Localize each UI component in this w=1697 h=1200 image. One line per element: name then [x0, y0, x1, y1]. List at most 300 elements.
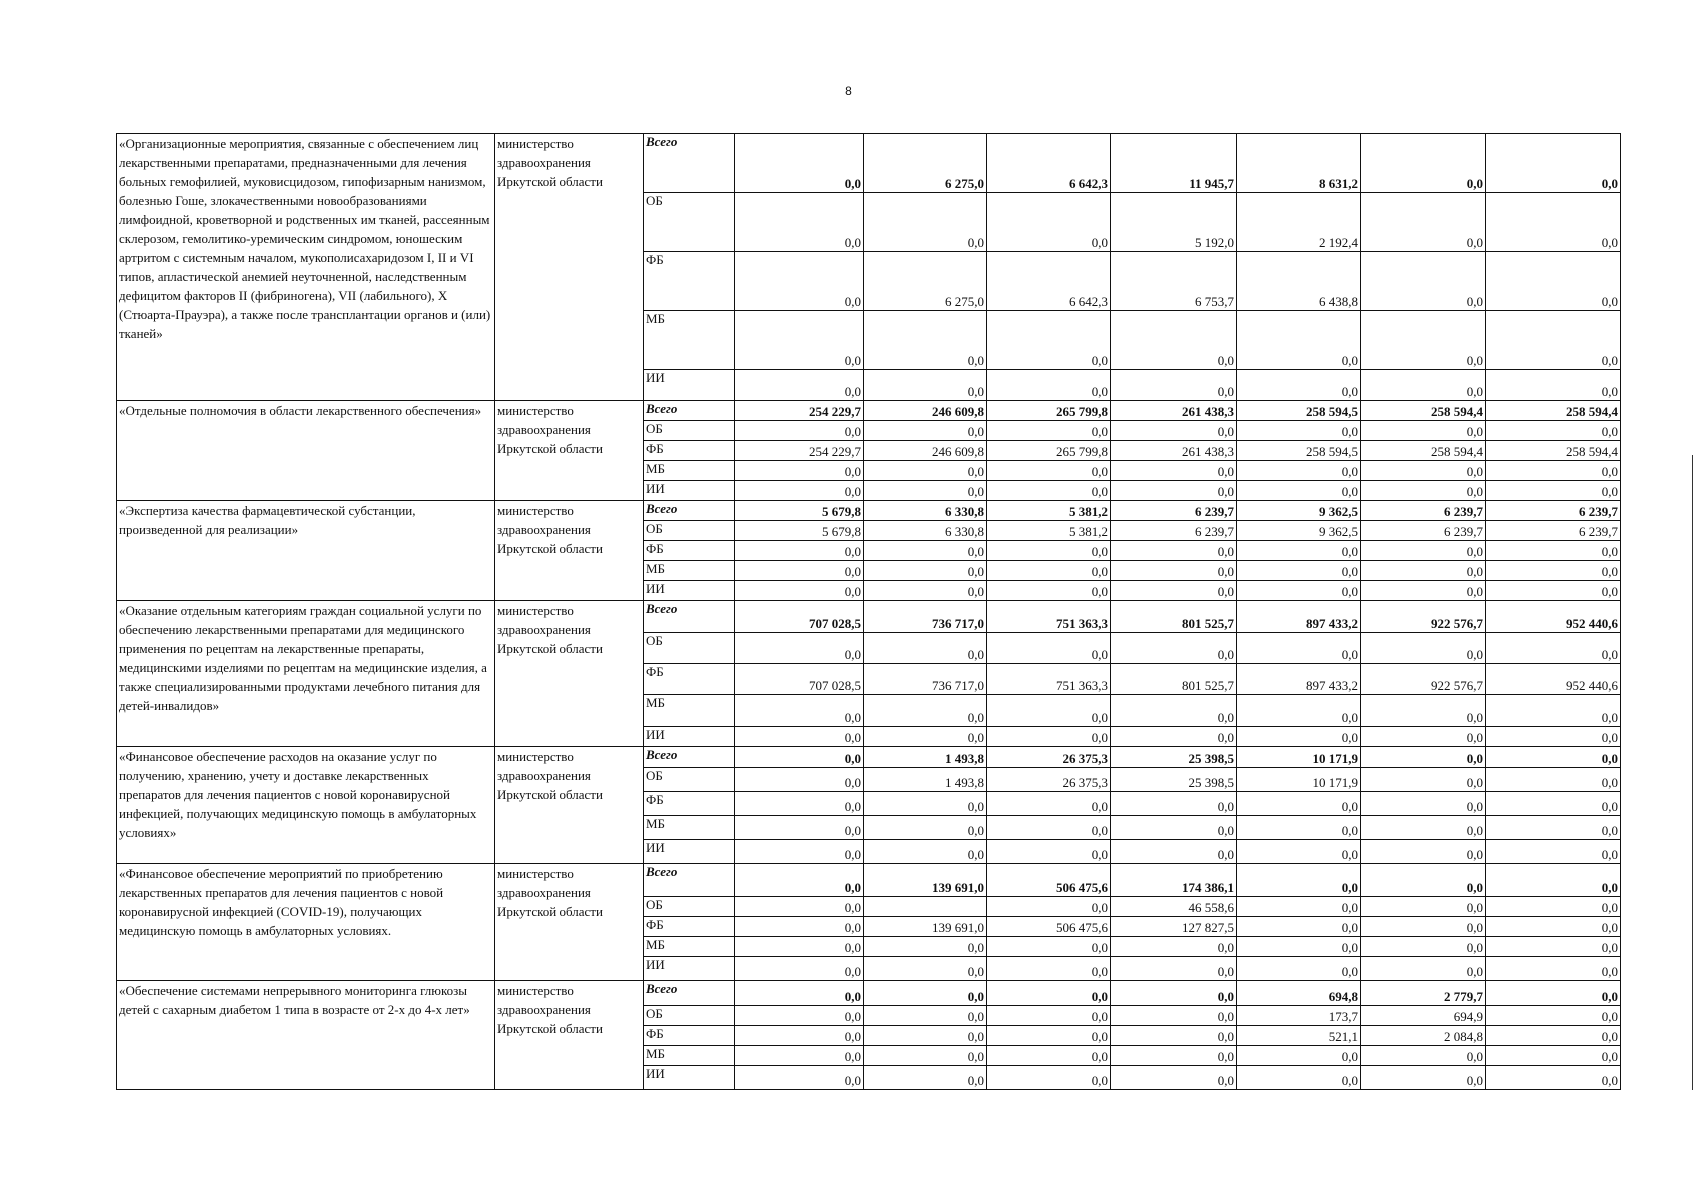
amount-cell: 0,0: [1111, 937, 1237, 957]
amount-cell: 26 375,3: [987, 747, 1111, 768]
amount-cell: 0,0: [987, 897, 1111, 917]
funding-source: ОБ: [644, 421, 735, 441]
amount-cell: 0,0: [1111, 1006, 1237, 1026]
amount-cell: 0,0: [1237, 816, 1361, 840]
funding-source: ФБ: [644, 252, 735, 311]
amount-cell: 6 239,7: [1111, 501, 1237, 521]
amount-cell: 0,0: [735, 561, 864, 581]
amount-cell: 0,0: [1111, 541, 1237, 561]
amount-cell: 0,0: [1361, 461, 1486, 481]
amount-cell: 0,0: [1111, 792, 1237, 816]
amount-cell: 0,0: [1486, 768, 1621, 792]
amount-cell: 261 438,3: [1111, 401, 1237, 421]
funding-source: ИИ: [644, 840, 735, 864]
amount-cell: 0,0: [1486, 957, 1621, 981]
amount-cell: 0,0: [735, 816, 864, 840]
amount-cell: 0,0: [864, 461, 987, 481]
amount-cell: 0,0: [1237, 840, 1361, 864]
amount-cell: 0,0: [1361, 917, 1486, 937]
amount-cell: 0,0: [1237, 421, 1361, 441]
amount-cell: 0,0: [864, 957, 987, 981]
amount-cell: 0,0: [1237, 561, 1361, 581]
measure-description: «Оказание отдельным категориям граждан социальной услуги по обеспечению лекарственными препаратами для медицинского применения по рецептам на лекарственные препараты, медицинскими изделиями по рецептам на медицинские изделия, а также специализированными продуктами лечебного питания для детей-инвалидов»: [117, 601, 495, 747]
amount-cell: 0,0: [1361, 193, 1486, 252]
budget-table: [116, 133, 1621, 1090]
amount-cell: 0,0: [1361, 633, 1486, 664]
amount-cell: 0,0: [1361, 1066, 1486, 1090]
amount-cell: 0,0: [1486, 481, 1621, 501]
amount-cell: 0,0: [735, 252, 864, 311]
amount-cell: 6 239,7: [1361, 521, 1486, 541]
amount-cell: 258 594,4: [1486, 441, 1621, 461]
amount-cell: 0,0: [1486, 695, 1621, 727]
amount-cell: 0,0: [735, 957, 864, 981]
amount-cell: 0,0: [1486, 747, 1621, 768]
amount-cell: 0,0: [1361, 561, 1486, 581]
funding-source: ИИ: [644, 957, 735, 981]
amount-cell: 0,0: [735, 695, 864, 727]
amount-cell: 0,0: [864, 421, 987, 441]
amount-cell: 0,0: [987, 1066, 1111, 1090]
amount-cell: 0,0: [864, 193, 987, 252]
amount-cell: 0,0: [987, 193, 1111, 252]
amount-cell: 897 433,2: [1237, 664, 1361, 695]
measure-description: «Организационные мероприятия, связанные с обеспечением лиц лекарственными препаратами, предназначенными для лечения больных гемофилией, муковисцидозом, гипофизарным нанизмом, болезнью Гоше, злокачественными новообразованиями лимфоидной, кроветворной и родственных им тканей, рассеянным склерозом, гемолитико-уремическим синдромом, юношеским артритом с системным началом, мукополисахаридозом I, II и VI типов, апластической анемией неуточненной, наследственным дефицитом факторов II (фибриногена), VII (лабильного), X (Стюарта-Прауэра), а также после трансплантации органов и (или) тканей»: [117, 134, 495, 401]
funding-source: МБ: [644, 311, 735, 370]
amount-cell: 707 028,5: [735, 664, 864, 695]
amount-cell: 0,0: [1361, 937, 1486, 957]
amount-cell: 0,0: [987, 481, 1111, 501]
funding-source: МБ: [644, 461, 735, 481]
funding-source: ФБ: [644, 441, 735, 461]
amount-cell: 6 275,0: [864, 252, 987, 311]
amount-cell: 0,0: [1237, 864, 1361, 897]
amount-cell: 0,0: [1111, 370, 1237, 401]
amount-cell: 25 398,5: [1111, 747, 1237, 768]
amount-cell: 0,0: [1361, 864, 1486, 897]
amount-cell: 0,0: [1111, 727, 1237, 747]
amount-cell: 0,0: [1361, 370, 1486, 401]
amount-cell: 0,0: [987, 1026, 1111, 1046]
amount-cell: 258 594,4: [1486, 401, 1621, 421]
measure-description: «Обеспечение системами непрерывного мониторинга глюкозы детей с сахарным диабетом 1 типа в возрасте от 2-х до 4-х лет»: [117, 981, 495, 1090]
amount-cell: 10 171,9: [1237, 747, 1361, 768]
amount-cell: 506 475,6: [987, 864, 1111, 897]
amount-cell: 694,9: [1361, 1006, 1486, 1026]
amount-cell: 5 679,8: [735, 501, 864, 521]
amount-cell: 0,0: [1111, 816, 1237, 840]
amount-cell: 139 691,0: [864, 864, 987, 897]
amount-cell: 0,0: [1361, 581, 1486, 601]
amount-cell: 952 440,6: [1486, 664, 1621, 695]
amount-cell: 0,0: [1237, 581, 1361, 601]
amount-cell: 0,0: [1486, 461, 1621, 481]
amount-cell: 0,0: [1486, 864, 1621, 897]
amount-cell: 751 363,3: [987, 664, 1111, 695]
table-body: [117, 134, 1621, 1090]
amount-cell: 0,0: [1237, 727, 1361, 747]
amount-cell: 0,0: [864, 981, 987, 1006]
amount-cell: 0,0: [1361, 421, 1486, 441]
amount-cell: 0,0: [1237, 957, 1361, 981]
amount-cell: 246 609,8: [864, 441, 987, 461]
amount-cell: 0,0: [1237, 897, 1361, 917]
amount-cell: 0,0: [735, 792, 864, 816]
amount-cell: 0,0: [864, 481, 987, 501]
funding-source: МБ: [644, 937, 735, 957]
amount-cell: 0,0: [735, 840, 864, 864]
amount-cell: 0,0: [864, 581, 987, 601]
amount-cell: 0,0: [1111, 1046, 1237, 1066]
amount-cell: 0,0: [735, 937, 864, 957]
funding-source: МБ: [644, 816, 735, 840]
amount-cell: 0,0: [1237, 633, 1361, 664]
funding-source: ФБ: [644, 792, 735, 816]
amount-cell: 10 171,9: [1237, 768, 1361, 792]
measure-executor: министерство здравоохранения Иркутской области: [495, 134, 644, 401]
amount-cell: 0,0: [1237, 937, 1361, 957]
amount-cell: 0,0: [1486, 134, 1621, 193]
amount-cell: 0,0: [735, 193, 864, 252]
amount-cell: 0,0: [735, 633, 864, 664]
amount-cell: 26 375,3: [987, 768, 1111, 792]
amount-cell: 2 084,8: [1361, 1026, 1486, 1046]
amount-cell: 0,0: [735, 134, 864, 193]
funding-source: ОБ: [644, 897, 735, 917]
amount-cell: 0,0: [1111, 581, 1237, 601]
amount-cell: 0,0: [1237, 481, 1361, 501]
funding-source: ОБ: [644, 633, 735, 664]
amount-cell: 0,0: [987, 792, 1111, 816]
amount-cell: 46 558,6: [1111, 897, 1237, 917]
amount-cell: 0,0: [1237, 792, 1361, 816]
amount-cell: 736 717,0: [864, 664, 987, 695]
amount-cell: 0,0: [1361, 252, 1486, 311]
amount-cell: 0,0: [1361, 311, 1486, 370]
table-row: [117, 864, 1621, 897]
amount-cell: 0,0: [987, 1006, 1111, 1026]
amount-cell: 0,0: [735, 768, 864, 792]
amount-cell: 0,0: [735, 541, 864, 561]
amount-cell: 0,0: [987, 957, 1111, 981]
amount-cell: 0,0: [1486, 840, 1621, 864]
amount-cell: 0,0: [987, 981, 1111, 1006]
amount-cell: 174 386,1: [1111, 864, 1237, 897]
amount-cell: 897 433,2: [1237, 601, 1361, 633]
amount-cell: 6 438,8: [1237, 252, 1361, 311]
funding-source: Всего: [644, 981, 735, 1006]
amount-cell: 0,0: [1486, 193, 1621, 252]
funding-source: ФБ: [644, 664, 735, 695]
amount-cell: 0,0: [1361, 816, 1486, 840]
amount-cell: 0,0: [1486, 633, 1621, 664]
amount-cell: 0,0: [987, 370, 1111, 401]
amount-cell: 0,0: [1111, 695, 1237, 727]
amount-cell: 0,0: [1361, 541, 1486, 561]
amount-cell: 0,0: [735, 481, 864, 501]
amount-cell: 0,0: [1361, 840, 1486, 864]
amount-cell: 0,0: [987, 1046, 1111, 1066]
amount-cell: 0,0: [1237, 917, 1361, 937]
amount-cell: 0,0: [735, 370, 864, 401]
amount-cell: 1 493,8: [864, 768, 987, 792]
amount-cell: 0,0: [1237, 1066, 1361, 1090]
funding-source: Всего: [644, 401, 735, 421]
amount-cell: 0,0: [1361, 695, 1486, 727]
amount-cell: 707 028,5: [735, 601, 864, 633]
funding-source: ИИ: [644, 481, 735, 501]
amount-cell: 0,0: [1486, 252, 1621, 311]
amount-cell: 139 691,0: [864, 917, 987, 937]
amount-cell: 265 799,8: [987, 441, 1111, 461]
amount-cell: 254 229,7: [735, 441, 864, 461]
amount-cell: 0,0: [987, 937, 1111, 957]
amount-cell: 0,0: [1486, 1026, 1621, 1046]
amount-cell: 0,0: [1486, 561, 1621, 581]
funding-source: МБ: [644, 561, 735, 581]
funding-source: ИИ: [644, 727, 735, 747]
table-row: [117, 601, 1621, 633]
amount-cell: 801 525,7: [1111, 664, 1237, 695]
amount-cell: 0,0: [1111, 957, 1237, 981]
amount-cell: 258 594,5: [1237, 401, 1361, 421]
amount-cell: 2 779,7: [1361, 981, 1486, 1006]
amount-cell: 0,0: [1486, 1046, 1621, 1066]
funding-source: ОБ: [644, 521, 735, 541]
amount-cell: 0,0: [1486, 421, 1621, 441]
page-number: 8: [845, 84, 852, 98]
amount-cell: 0,0: [1361, 792, 1486, 816]
amount-cell: 0,0: [1486, 370, 1621, 401]
amount-cell: 258 594,4: [1361, 401, 1486, 421]
amount-cell: 6 642,3: [987, 134, 1111, 193]
amount-cell: 258 594,5: [1237, 441, 1361, 461]
measure-description: «Отдельные полномочия в области лекарственного обеспечения»: [117, 401, 495, 501]
amount-cell: 0,0: [987, 311, 1111, 370]
measure-executor: министерство здравоохранения Иркутской области: [495, 601, 644, 747]
amount-cell: 0,0: [864, 1026, 987, 1046]
amount-cell: 0,0: [864, 792, 987, 816]
amount-cell: 0,0: [1361, 768, 1486, 792]
funding-source: ОБ: [644, 193, 735, 252]
funding-source: ИИ: [644, 1066, 735, 1090]
amount-cell: 5 381,2: [987, 521, 1111, 541]
amount-cell: 0,0: [987, 727, 1111, 747]
amount-cell: 0,0: [1361, 747, 1486, 768]
amount-cell: 173,7: [1237, 1006, 1361, 1026]
amount-cell: [864, 897, 987, 917]
amount-cell: 0,0: [1486, 581, 1621, 601]
amount-cell: 0,0: [1237, 370, 1361, 401]
amount-cell: 6 239,7: [1486, 521, 1621, 541]
table-row: [117, 134, 1621, 193]
amount-cell: 0,0: [1486, 311, 1621, 370]
table-row: [117, 747, 1621, 768]
amount-cell: 922 576,7: [1361, 664, 1486, 695]
amount-cell: 0,0: [1237, 695, 1361, 727]
amount-cell: 1 493,8: [864, 747, 987, 768]
amount-cell: 0,0: [1486, 727, 1621, 747]
amount-cell: 0,0: [1237, 1046, 1361, 1066]
amount-cell: 6 275,0: [864, 134, 987, 193]
amount-cell: 0,0: [1111, 481, 1237, 501]
amount-cell: 0,0: [864, 840, 987, 864]
funding-source: ИИ: [644, 370, 735, 401]
amount-cell: 0,0: [735, 981, 864, 1006]
amount-cell: 0,0: [987, 421, 1111, 441]
measure-description: «Экспертиза качества фармацевтической субстанции, произведенной для реализации»: [117, 501, 495, 601]
amount-cell: 0,0: [735, 727, 864, 747]
amount-cell: 127 827,5: [1111, 917, 1237, 937]
amount-cell: 0,0: [1486, 917, 1621, 937]
amount-cell: 694,8: [1237, 981, 1361, 1006]
amount-cell: 254 229,7: [735, 401, 864, 421]
amount-cell: 0,0: [1111, 561, 1237, 581]
amount-cell: 0,0: [987, 561, 1111, 581]
funding-source: ИИ: [644, 581, 735, 601]
amount-cell: 0,0: [864, 937, 987, 957]
amount-cell: 0,0: [864, 727, 987, 747]
amount-cell: 0,0: [735, 421, 864, 441]
amount-cell: 261 438,3: [1111, 441, 1237, 461]
amount-cell: 0,0: [735, 461, 864, 481]
amount-cell: 0,0: [735, 581, 864, 601]
amount-cell: 0,0: [1486, 816, 1621, 840]
measure-executor: министерство здравоохранения Иркутской области: [495, 401, 644, 501]
measure-executor: министерство здравоохранения Иркутской области: [495, 981, 644, 1090]
amount-cell: 6 330,8: [864, 501, 987, 521]
amount-cell: 0,0: [1237, 461, 1361, 481]
amount-cell: 5 679,8: [735, 521, 864, 541]
amount-cell: 0,0: [735, 311, 864, 370]
funding-source: МБ: [644, 695, 735, 727]
amount-cell: 246 609,8: [864, 401, 987, 421]
amount-cell: 0,0: [1486, 897, 1621, 917]
amount-cell: 0,0: [1111, 981, 1237, 1006]
amount-cell: 521,1: [1237, 1026, 1361, 1046]
amount-cell: 6 330,8: [864, 521, 987, 541]
amount-cell: 0,0: [1361, 481, 1486, 501]
funding-source: ФБ: [644, 1026, 735, 1046]
amount-cell: 0,0: [987, 633, 1111, 664]
measure-description: «Финансовое обеспечение мероприятий по приобретению лекарственных препаратов для лечения пациентов с новой коронавирусной инфекцией (COVID-19), получающих медицинскую помощь в амбулаторных условиях.: [117, 864, 495, 981]
funding-source: Всего: [644, 747, 735, 768]
measure-executor: министерство здравоохранения Иркутской области: [495, 501, 644, 601]
amount-cell: 952 440,6: [1486, 601, 1621, 633]
funding-source: Всего: [644, 601, 735, 633]
amount-cell: 0,0: [735, 1066, 864, 1090]
amount-cell: 0,0: [1111, 311, 1237, 370]
amount-cell: 801 525,7: [1111, 601, 1237, 633]
amount-cell: 922 576,7: [1361, 601, 1486, 633]
funding-source: ФБ: [644, 541, 735, 561]
amount-cell: 0,0: [1361, 1046, 1486, 1066]
amount-cell: 0,0: [735, 1006, 864, 1026]
amount-cell: 0,0: [1237, 311, 1361, 370]
funding-source: Всего: [644, 134, 735, 193]
amount-cell: 0,0: [735, 897, 864, 917]
amount-cell: 11 945,7: [1111, 134, 1237, 193]
amount-cell: 0,0: [864, 816, 987, 840]
funding-source: МБ: [644, 1046, 735, 1066]
amount-cell: 0,0: [735, 1026, 864, 1046]
amount-cell: 0,0: [1111, 633, 1237, 664]
amount-cell: 751 363,3: [987, 601, 1111, 633]
amount-cell: 6 753,7: [1111, 252, 1237, 311]
amount-cell: 25 398,5: [1111, 768, 1237, 792]
amount-cell: 0,0: [1361, 134, 1486, 193]
measure-executor: министерство здравоохранения Иркутской области: [495, 864, 644, 981]
amount-cell: 0,0: [864, 633, 987, 664]
amount-cell: 0,0: [987, 695, 1111, 727]
amount-cell: 0,0: [1111, 461, 1237, 481]
amount-cell: 9 362,5: [1237, 521, 1361, 541]
amount-cell: 0,0: [864, 311, 987, 370]
amount-cell: 736 717,0: [864, 601, 987, 633]
amount-cell: 0,0: [1361, 897, 1486, 917]
funding-source: Всего: [644, 864, 735, 897]
amount-cell: 258 594,4: [1361, 441, 1486, 461]
amount-cell: 0,0: [735, 1046, 864, 1066]
amount-cell: 0,0: [864, 541, 987, 561]
amount-cell: 0,0: [1111, 1066, 1237, 1090]
amount-cell: 0,0: [735, 864, 864, 897]
amount-cell: 0,0: [987, 581, 1111, 601]
amount-cell: 0,0: [987, 816, 1111, 840]
amount-cell: 0,0: [864, 561, 987, 581]
amount-cell: 9 362,5: [1237, 501, 1361, 521]
amount-cell: 0,0: [1361, 727, 1486, 747]
amount-cell: 506 475,6: [987, 917, 1111, 937]
amount-cell: 0,0: [1111, 840, 1237, 864]
table-row: [117, 401, 1621, 421]
amount-cell: 0,0: [1237, 541, 1361, 561]
table-row: [117, 981, 1621, 1006]
funding-source: ОБ: [644, 768, 735, 792]
amount-cell: 5 381,2: [987, 501, 1111, 521]
amount-cell: 0,0: [864, 695, 987, 727]
amount-cell: 5 192,0: [1111, 193, 1237, 252]
amount-cell: 0,0: [864, 370, 987, 401]
amount-cell: 8 631,2: [1237, 134, 1361, 193]
amount-cell: 6 642,3: [987, 252, 1111, 311]
table-row: [117, 501, 1621, 521]
funding-source: Всего: [644, 501, 735, 521]
amount-cell: 0,0: [864, 1046, 987, 1066]
amount-cell: 0,0: [1486, 937, 1621, 957]
amount-cell: 2 192,4: [1237, 193, 1361, 252]
margin-line: [1692, 455, 1693, 1090]
amount-cell: 6 239,7: [1361, 501, 1486, 521]
amount-cell: 265 799,8: [987, 401, 1111, 421]
amount-cell: 0,0: [1111, 421, 1237, 441]
amount-cell: 0,0: [1486, 981, 1621, 1006]
amount-cell: 0,0: [1486, 792, 1621, 816]
amount-cell: 6 239,7: [1111, 521, 1237, 541]
amount-cell: 0,0: [987, 541, 1111, 561]
funding-source: ОБ: [644, 1006, 735, 1026]
amount-cell: 0,0: [987, 840, 1111, 864]
amount-cell: 0,0: [1486, 1006, 1621, 1026]
amount-cell: 0,0: [1486, 541, 1621, 561]
measure-description: «Финансовое обеспечение расходов на оказание услуг по получению, хранению, учету и доставке лекарственных препаратов для лечения пациентов с новой коронавирусной инфекцией, получающих медицинскую помощь в амбулаторных условиях»: [117, 747, 495, 864]
amount-cell: 0,0: [1111, 1026, 1237, 1046]
amount-cell: 0,0: [864, 1066, 987, 1090]
amount-cell: 0,0: [1486, 1066, 1621, 1090]
amount-cell: 0,0: [987, 461, 1111, 481]
amount-cell: 0,0: [864, 1006, 987, 1026]
amount-cell: 0,0: [735, 917, 864, 937]
